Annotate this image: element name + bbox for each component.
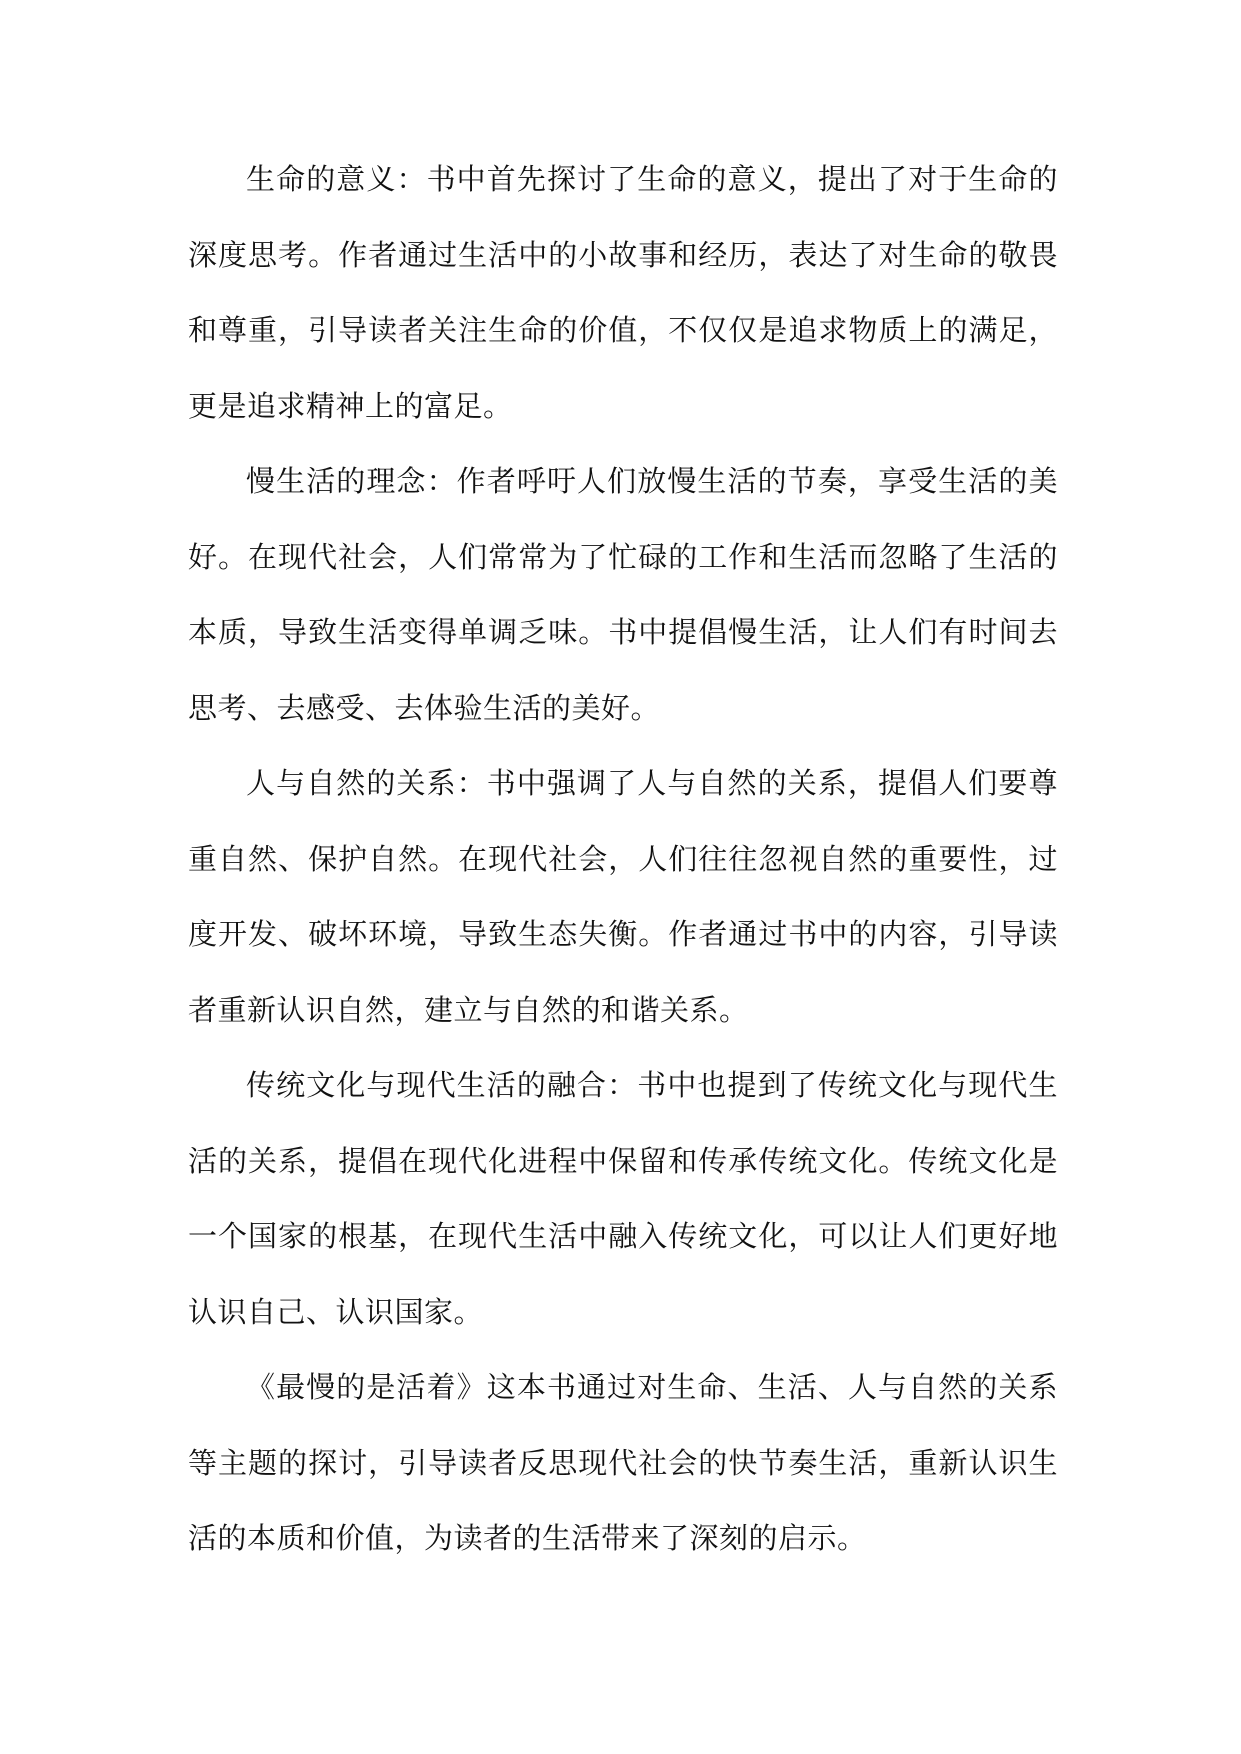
paragraph-meaning-of-life: 生命的意义：书中首先探讨了生命的意义，提出了对于生命的深度思考。作者通过生活中的小故事和经历，表达了对生命的敬畏和尊重，引导读者关注生命的价值，不仅仅是追求物质上的满足，更是追求精神上的富足。 xyxy=(188,162,1058,423)
paragraph-conclusion: 《最慢的是活着》这本书通过对生命、生活、人与自然的关系等主题的探讨，引导读者反思现代社会的快节奏生活，重新认识生活的本质和价值，为读者的生活带来了深刻的启示。 xyxy=(188,1370,1058,1555)
document-body xyxy=(188,142,1058,1577)
paragraph-slow-living: 慢生活的理念：作者呼吁人们放慢生活的节奏，享受生活的美好。在现代社会，人们常常为了忙碌的工作和生活而忽略了生活的本质，导致生活变得单调乏味。书中提倡慢生活，让人们有时间去思考、去感受、去体验生活的美好。 xyxy=(188,464,1058,725)
paragraph-human-and-nature: 人与自然的关系：书中强调了人与自然的关系，提倡人们要尊重自然、保护自然。在现代社会，人们往往忽视自然的重要性，过度开发、破坏环境，导致生态失衡。作者通过书中的内容，引导读者重新认识自然，建立与自然的和谐关系。 xyxy=(188,766,1058,1027)
paragraph-tradition-and-modernity: 传统文化与现代生活的融合：书中也提到了传统文化与现代生活的关系，提倡在现代化进程中保留和传承传统文化。传统文化是一个国家的根基，在现代生活中融入传统文化，可以让人们更好地认识自己、认识国家。 xyxy=(188,1068,1058,1329)
